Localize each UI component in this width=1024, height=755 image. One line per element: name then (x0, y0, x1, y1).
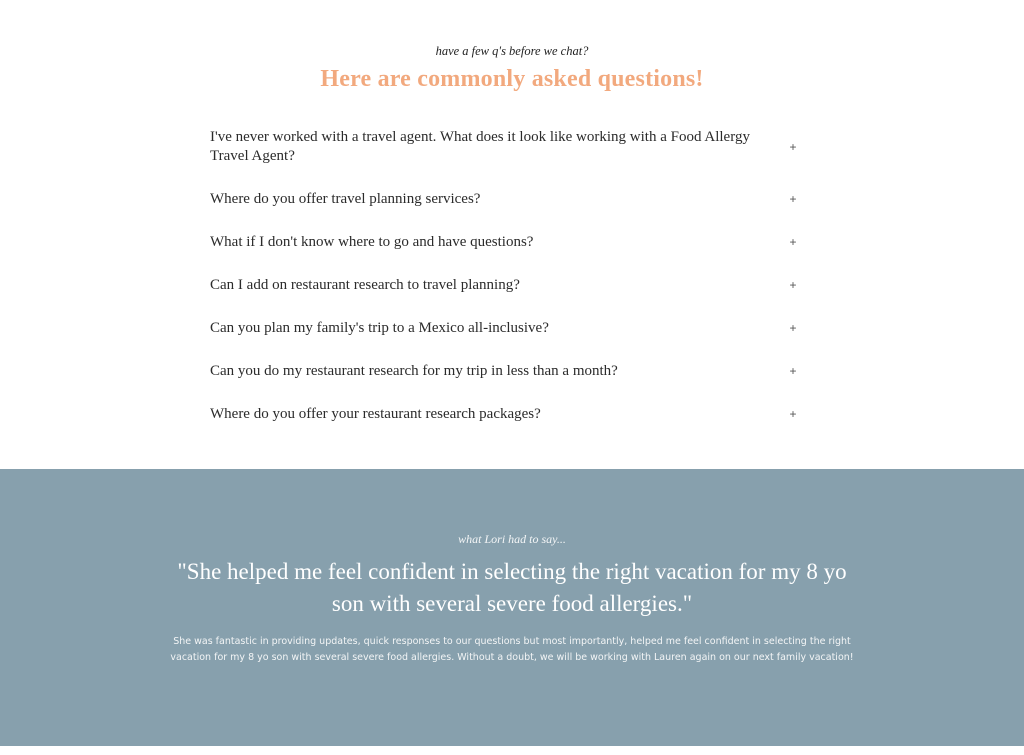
faq-question: Can you do my restaurant research for my trip in less than a month? (210, 362, 618, 379)
plus-icon[interactable]: + (789, 192, 797, 206)
faq-item-7[interactable] (210, 404, 800, 424)
faq-question: I've never worked with a travel agent. What does it look like working with a Food Allergy Travel Agent? (210, 129, 750, 164)
plus-icon[interactable]: + (789, 140, 797, 154)
faq-item-4[interactable] (210, 275, 800, 295)
plus-icon[interactable]: + (789, 364, 797, 378)
testimonial-body: She was fantastic in providing updates, quick responses to our questions but most importantly, helped me feel confident in selecting the right vacation for my 8 yo son with several severe food allergies. Without a doubt, we will be working with Lauren again on our next family vacation! (170, 636, 854, 663)
faq-question: Where do you offer your restaurant research packages? (210, 405, 541, 422)
faq-item-5[interactable] (210, 318, 800, 338)
testimonial-quote: "She helped me feel confident in selecting the right vacation for my 8 yo son with several severe food allergies." (177, 559, 847, 616)
plus-icon[interactable]: + (789, 278, 797, 292)
faq-question: Where do you offer travel planning services? (210, 190, 481, 207)
faq-item-2[interactable] (210, 189, 800, 209)
faq-item-6[interactable] (210, 361, 800, 381)
testimonial-eyebrow: what Lori had to say... (458, 532, 566, 546)
faq-question: Can I add on restaurant research to travel planning? (210, 276, 520, 293)
faq-question: Can you plan my family's trip to a Mexico all-inclusive? (210, 319, 549, 336)
testimonial-section (0, 469, 1024, 746)
faq-title: Here are commonly asked questions! (320, 66, 704, 92)
faq-item-3[interactable] (210, 232, 800, 252)
faq-question: What if I don't know where to go and have questions? (210, 233, 534, 250)
faq-item-1[interactable] (210, 128, 800, 166)
faq-eyebrow: have a few q's before we chat? (435, 44, 589, 58)
plus-icon[interactable]: + (789, 321, 797, 335)
plus-icon[interactable]: + (789, 407, 797, 421)
page-bottom-edge (0, 746, 1024, 755)
plus-icon[interactable]: + (789, 235, 797, 249)
